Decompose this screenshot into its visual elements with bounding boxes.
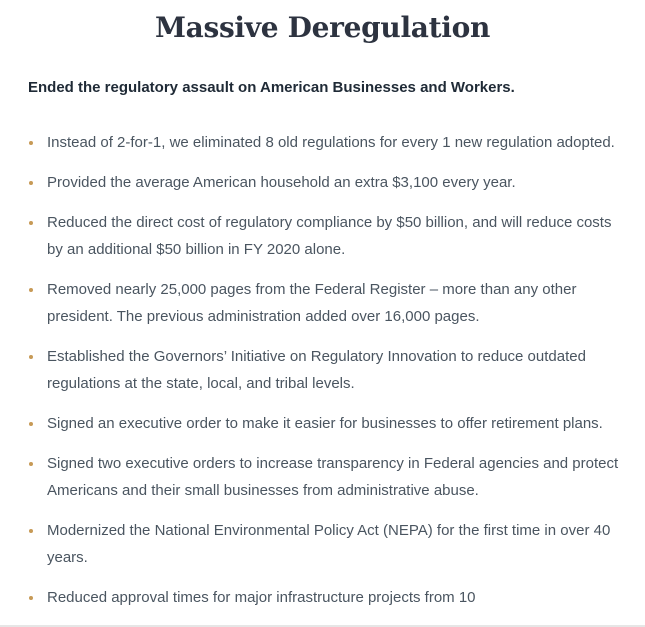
bullet-dot-icon [29,462,33,466]
bullet-dot-icon [29,141,33,145]
bullet-dot-icon [29,288,33,292]
bullet-dot-icon [29,596,33,600]
list-item-text: Signed two executive orders to increase transparency in Federal agencies and protect Americans and their small businesses from administrative abuse. [47,455,619,499]
list-item [28,584,628,611]
list-item-text: Instead of 2-for-1, we eliminated 8 old regulations for every 1 new regulation adopted. [47,134,615,151]
section-subtitle: Ended the regulatory assault on American Businesses and Workers. [28,79,515,96]
bullet-list [28,129,628,624]
list-item-text: Established the Governors’ Initiative on Regulatory Innovation to reduce outdated regulations at the state, local, and tribal levels. [47,348,586,392]
list-item-text: Provided the average American household an extra $3,100 every year. [47,174,516,191]
bullet-dot-icon [29,422,33,426]
bullet-dot-icon [29,221,33,225]
list-item [28,517,628,571]
bullet-dot-icon [29,529,33,533]
list-item [28,209,628,263]
list-item [28,450,628,504]
list-item-text: Reduced approval times for major infrastructure projects from 10 [47,589,476,606]
bullet-dot-icon [29,181,33,185]
list-item-text: Modernized the National Environmental Policy Act (NEPA) for the first time in over 40 years. [47,522,611,566]
list-item [28,129,628,156]
bullet-dot-icon [29,355,33,359]
list-item [28,343,628,397]
list-item [28,169,628,196]
list-item [28,410,628,437]
list-item-text: Signed an executive order to make it easier for businesses to offer retirement plans. [47,415,603,432]
page-title: Massive Deregulation [154,11,491,44]
list-item-text: Reduced the direct cost of regulatory compliance by $50 billion, and will reduce costs by an additional $50 billion in FY 2020 alone. [47,214,612,258]
list-item-text: Removed nearly 25,000 pages from the Federal Register – more than any other president. The previous administration added over 16,000 pages. [47,281,577,325]
list-item [28,276,628,330]
